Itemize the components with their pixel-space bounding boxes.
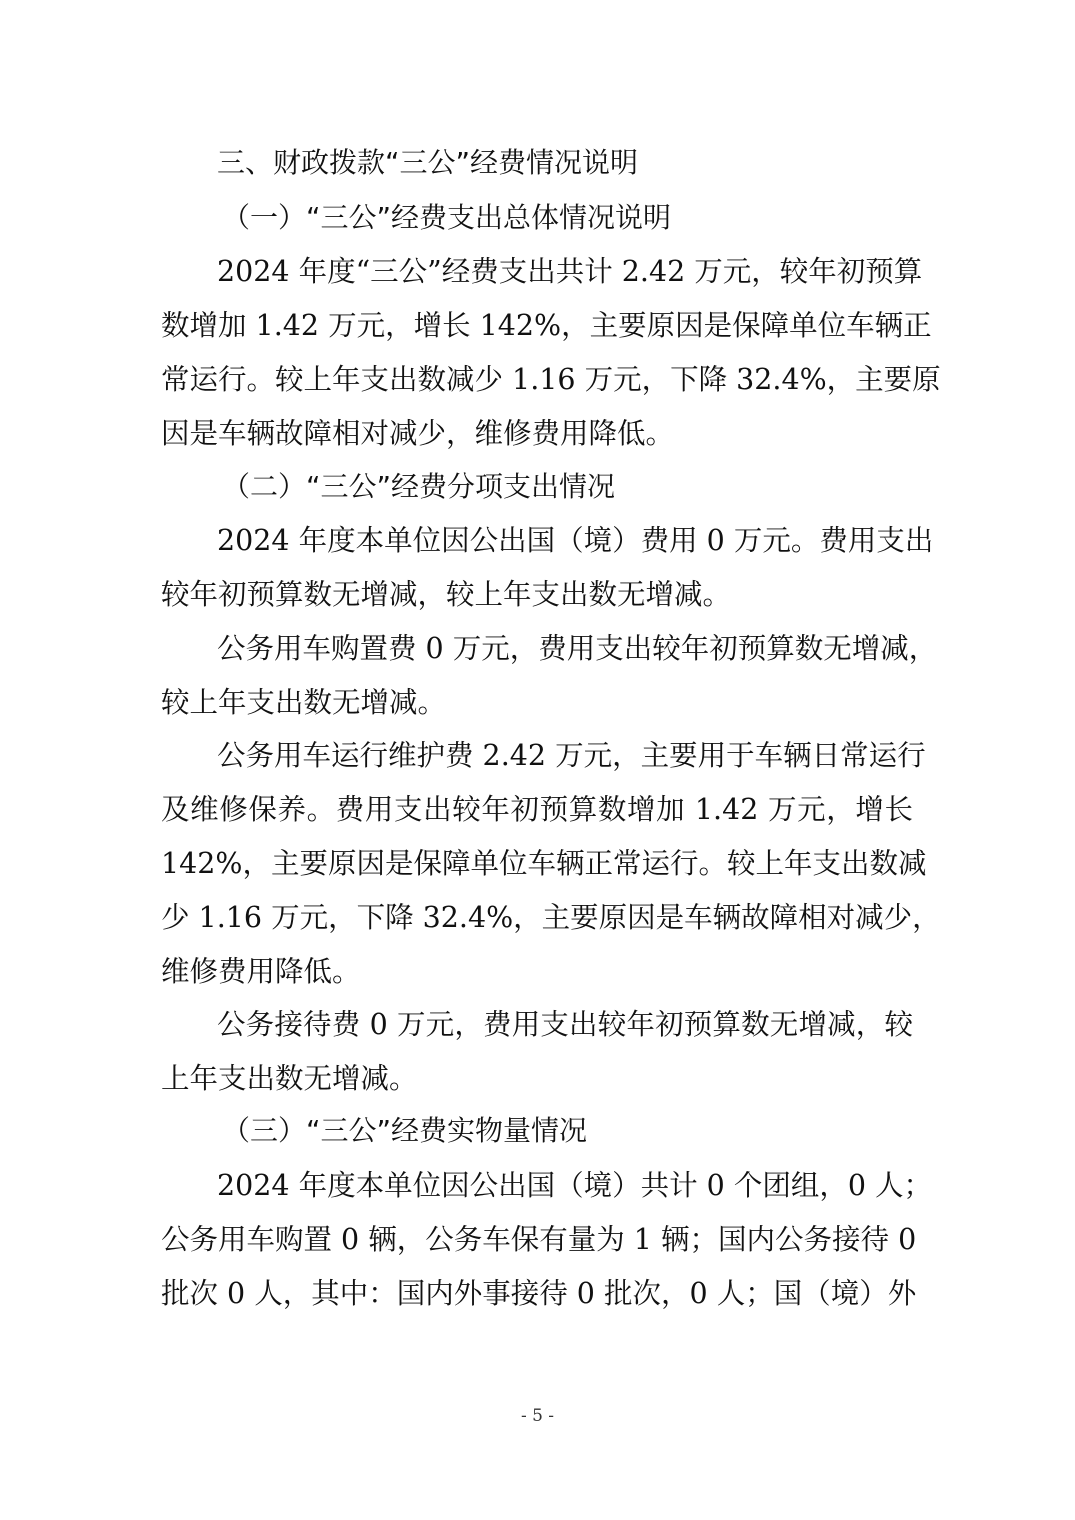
subsection-heading-3: （三）“三公”经费实物量情况: [222, 1114, 588, 1147]
paragraph-3-line-2: 较上年支出数无增减。: [161, 686, 447, 719]
paragraph-4-line-1: 公务用车运行维护费 2.42 万元，主要用于车辆日常运行: [217, 739, 926, 772]
paragraph-1-line-3: 常运行。较上年支出数减少 1.16 万元，下降 32.4%，主要原: [161, 363, 941, 396]
page-number: - 5 -: [520, 1406, 555, 1426]
paragraph-4-line-2: 及维修保养。费用支出较年初预算数增加 1.42 万元，增长: [161, 793, 913, 826]
paragraph-5-line-2: 上年支出数无增减。: [161, 1062, 418, 1095]
paragraph-4-line-4: 少 1.16 万元，下降 32.4%，主要原因是车辆故障相对减少，: [161, 901, 941, 934]
paragraph-2-line-2: 较年初预算数无增减，较上年支出数无增减。: [161, 578, 732, 611]
paragraph-1-line-2: 数增加 1.42 万元，增长 142%，主要原因是保障单位车辆正: [161, 309, 932, 342]
paragraph-6-line-3: 批次 0 人，其中：国内外事接待 0 批次，0 人；国（境）外: [161, 1277, 917, 1310]
section-heading: 三、财政拨款“三公”经费情况说明: [217, 146, 639, 179]
paragraph-4-line-3: 142%，主要原因是保障单位车辆正常运行。较上年支出数减: [161, 847, 927, 880]
paragraph-6-line-1: 2024 年度本单位因公出国（境）共计 0 个团组，0 人；: [217, 1169, 933, 1202]
paragraph-1-line-1: 2024 年度“三公”经费支出共计 2.42 万元，较年初预算: [217, 255, 923, 288]
paragraph-5-line-1: 公务接待费 0 万元，费用支出较年初预算数无增减，较: [217, 1008, 913, 1041]
paragraph-1-line-4: 因是车辆故障相对减少，维修费用降低。: [161, 417, 675, 450]
paragraph-3-line-1: 公务用车购置费 0 万元，费用支出较年初预算数无增减，: [217, 632, 938, 665]
subsection-heading-1: （一）“三公”经费支出总体情况说明: [222, 201, 672, 234]
paragraph-4-line-5: 维修费用降低。: [161, 955, 361, 988]
paragraph-2-line-1: 2024 年度本单位因公出国（境）费用 0 万元。费用支出: [217, 524, 934, 557]
subsection-heading-2: （二）“三公”经费分项支出情况: [222, 470, 616, 503]
paragraph-6-line-2: 公务用车购置 0 辆，公务车保有量为 1 辆；国内公务接待 0: [161, 1223, 917, 1256]
